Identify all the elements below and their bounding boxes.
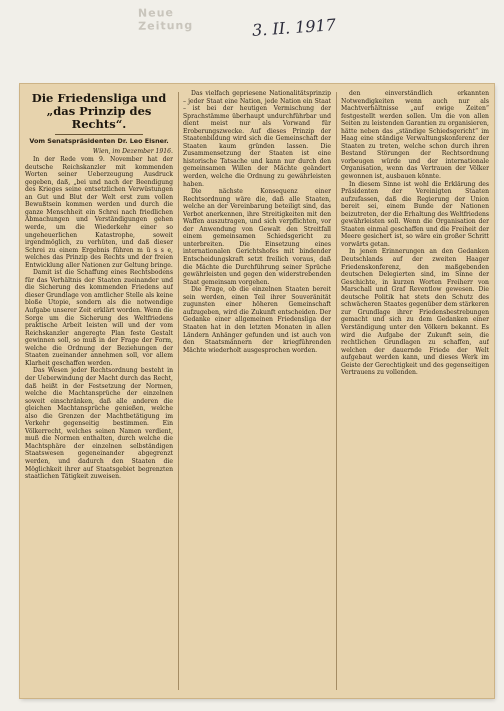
paragraph: In der Rede vom 9. November hat der deutsche Reichskanzler mit kommenden Worten seiner Ueberzeugung Ausdruck gegeben, daß, „bei und nach der Beendigung des Krieges seine entsetzlichen Verwüstungen an Gut und Blut der Welt erst zum vollen Bewußtsein kommen werden und durch die ganze Menschheit ein Schrei nach friedlichen Abmachungen und Verständigungen gehen werde, um die Wiederkehr einer so ungeheuerlichen Katastrophe, soweit irgendmöglich, zu verhüten, und daß dieser Schrei zu einem Ergebnis führen m ü s s e, welches das Prinzip des Rechts und der freien Entwicklung aller Nationen zur Geltung bringe. <box>25 156 173 269</box>
paragraph: Das Wesen jeder Rechtsordnung besteht in der Ueberwindung der Macht durch das Recht, daß heißt in der Festsetzung der Normen, welche die Machtansprüche der einzelnen soweit einschränken, daß alle anderen die gleichen Machtansprüche genießen, welche also die Grenzen der Machtbetätigung im Verkehr gegenseitig bestimmen. Ein Völkerrecht, welches seinen Namen verdient, muß die Normen enthalten, durch welche die Machtsphäre der einzelnen selbständigen Staatswesen gegeneinander abgegrenzt werden, und dadurch den Staaten die Möglichkeit ihrer auf Staatsgebiet begrenzten staatlichen Tätigkeit zuweisen. <box>25 367 173 481</box>
paragraph: den einverständlich erkannten Notwendigkeiten wenn auch nur als Machtverhältnisse „auf ewige Zeiten“ festgestellt werden sollen. Um die von allen Seiten zu leistenden Garantien zu organisieren, hätte neben das „ständige Schiedsgericht“ im Haag eine ständige Verwaltungskonferenz der Staaten zu treten, welche schon durch ihren Bestand Störungen der Rechtsordnung vorbeugen würde und der internationale Organisation, wenn das Vertrauen der Völker gewonnen ist, ausbauen könnte. <box>341 90 489 181</box>
paragraph: Die nächste Konsequenz einer Rechtsordnung wäre die, daß alle Staaten, welche an der Vereinbarung beteiligt sind, das Verbot anerkennen, ihre Streitigkeiten mit den Waffen auszutragen, und sich verpflichten, vor der Anwendung von Gewalt den Streitfall einem gemeinsamen Schiedsgericht zu unterbreiten. Die Einsetzung eines internationalen Gerichtshofes mit bindender Entscheidungskraft setzt freilich voraus, daß die Mächte die Durchführung seiner Sprüche gewährleisten und gegen den widerstrebenden Staat gemeinsam vorgehen. <box>183 188 331 286</box>
article-headline: Die Friedensliga und „das Prinzip des Rechts“. <box>31 91 167 131</box>
handwritten-date: 3. II. 1917 <box>251 15 337 40</box>
faint-stamp: Neue Zeitung <box>137 6 194 33</box>
paragraph: Damit ist die Schaffung eines Rechtsbodens für das Verhältnis der Staaten zueinander und die Sicherung des kommenden Friedens auf dieser Grundlage von amtlicher Stelle als keine bloße Utopie, sondern als die notwendige Aufgabe unserer Zeit erklärt worden. Wenn die Sorge um die Sicherung des Weltfriedens praktische Arbeit leisten will und der vom Reichskanzler angeregte Plan feste Gestalt gewinnen soll, so muß in der Frage der Form, welche die Ordnung der Beziehungen der Staaten zueinander annehmen soll, vor allem Klarheit geschaffen werden. <box>25 269 173 367</box>
paragraph: In jenen Erinnerungen an den Gedanken Deutschlands auf der zweiten Haager Friedenskonferenz, den maßgebenden deutschen Delegierten sind, im Sinne der Geschichte, in kurzen Worten Freiherr von Marschall und Graf Reventlow gewesen. Die deutsche Politik hat stets den Schutz des schwächeren Staates gegenüber dem stärkeren zur Grundlage ihrer Friedensbestrebungen gemacht und sich zu dem Gedanken einer Verständigung unter den Völkern bekannt. Es wird die Aufgabe der Zukunft sein, die rechtlichen Grundlagen zu schaffen, auf welchen der dauernde Friede der Welt aufgebaut werden kann, und dieses Werk im Geiste der Gerechtigkeit und des gegenseitigen Vertrauens zu vollenden. <box>341 248 489 377</box>
headline-divider <box>55 134 143 135</box>
column-rule <box>336 92 337 690</box>
paragraph: Das vielfach gepriesene Nationalitätsprinzip – jeder Staat eine Nation, jede Nation ein Staat – ist bei der heutigen Vermischung der Sprachstämme überhaupt undurchführbar und dient meist nur als Vorwand für Eroberungszwecke. Auf dieses Prinzip der Staatenbildung wird sich die Gemeinschaft der Staaten kaum gründen lassen. Die Zusammensetzung der Staaten ist eine historische Tatsache und kann nur durch den gemeinsamen Willen der Mächte geändert werden, welche die Ordnung zu gewährleisten haben. <box>183 90 331 188</box>
article-column-3 <box>341 90 489 692</box>
newspaper-clipping <box>20 84 494 698</box>
article-column-1 <box>25 90 173 692</box>
article-column-2 <box>183 90 331 692</box>
paragraph: In diesem Sinne ist wohl die Erklärung des Präsidenten der Vereinigten Staaten aufzufassen, daß die Regierung der Union bereit sei, einem Bunde der Nationen beizutreten, der die Erhaltung des Weltfriedens gewährleisten soll. Wenn die Organisation der Staaten einmal geschaffen und die Freiheit der Meere gesichert ist, so wäre ein großer Schritt vorwärts getan. <box>341 180 489 248</box>
article-byline: Vom Senatspräsidenten Dr. Leo Eisner. <box>29 137 169 145</box>
paragraph: Die Frage, ob die einzelnen Staaten bereit sein werden, einen Teil ihrer Souveränität zugunsten einer höheren Gemeinschaft aufzugeben, wird die Zukunft entscheiden. Der Gedanke einer allgemeinen Friedensliga der Staaten hat in den letzten Monaten in allen Ländern Anhänger gefunden und ist auch von den Staatsmännern der kriegführenden Mächte wiederholt ausgesprochen worden. <box>183 286 331 354</box>
article-dateline: Wien, im Dezember 1916. <box>92 147 173 155</box>
column-rule <box>178 92 179 690</box>
